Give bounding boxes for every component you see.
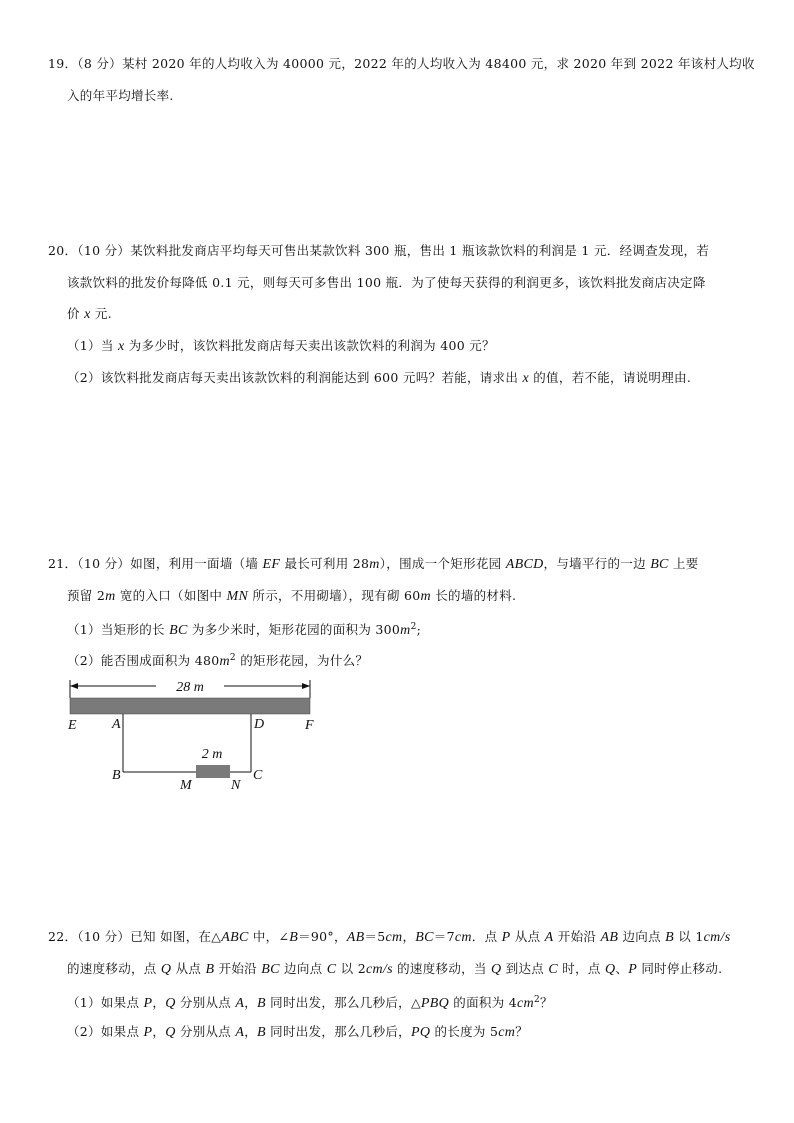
q20-line2: 该款饮料的批发价每降低 0.1 元，则每天可多售出 100 瓶．为了使每天获得的利润更多，该饮料批发商店决定降: [67, 275, 706, 290]
label-n: N: [231, 778, 241, 793]
arrow-right-icon: [302, 683, 310, 689]
label-a: A: [112, 717, 121, 732]
wall-ef: [70, 698, 310, 714]
wall-length-label: 28 m: [176, 680, 204, 695]
label-f: F: [305, 718, 314, 733]
label-b: B: [112, 768, 121, 783]
label-e: E: [68, 718, 77, 733]
label-m: M: [180, 778, 192, 793]
q21-line1: 21．（10 分）如图，利用一面墙（墙 EF 最长可利用 28m），围成一个矩形花园 ABCD，与墙平行的一边 BC 上要: [48, 556, 699, 572]
q19-line1: 19．（8 分）某村 2020 年的人均收入为 40000 元，2022 年的人均收入为 48400 元，求 2020 年到 2022 年该村人均收: [48, 56, 755, 71]
q21-sub1: （1）当矩形的长 BC 为多少米时，矩形花园的面积为 $300m^2$;: [67, 622, 422, 639]
q22-sub2: （2）如果点 P，Q 分别从点 A，B 同时出发，那么几秒后，PQ 的长度为 5cm？: [67, 1024, 528, 1040]
garden-figure: [60, 678, 330, 802]
gate-length-label: 2 m: [201, 747, 223, 762]
garden-diagram: [60, 678, 330, 798]
q22-line2: 的速度移动，点 Q 从点 B 开始沿 BC 边向点 C 以 2cm/s 的速度移动，当 Q 到达点 C 时，点 Q、P 同时停止移动.: [67, 961, 723, 977]
q20-line3: 价 x 元.: [67, 306, 112, 322]
q21-sub2: （2）能否围成面积为 $480m^2$ 的矩形花园，为什么？: [67, 653, 369, 670]
q22-sub1: （1）如果点 P，Q 分别从点 A，B 同时出发，那么几秒后，△PBQ 的面积为 $4cm^2$？: [67, 995, 553, 1012]
q20-sub2: （2）该饮料批发商店每天卖出该款饮料的利润能达到 600 元吗？若能，请求出 x 的值，若不能，请说明理由.: [67, 370, 692, 386]
label-c: C: [253, 768, 263, 783]
q20-line1: 20．（10 分）某饮料批发商店平均每天可售出某款饮料 300 瓶，售出 1 瓶该款饮料的利润是 1 元．经调查发现，若: [48, 243, 710, 258]
q22-line1: 22．（10 分）已知 如图，在△ABC 中，∠B＝90°，AB＝5cm，BC＝7cm．点 P 从点 A 开始沿 AB 边向点 B 以 1cm/s: [48, 929, 731, 945]
q20-sub1: （1）当 x 为多少时，该饮料批发商店每天卖出该款饮料的利润为 400 元？: [67, 338, 495, 354]
label-d: D: [254, 717, 265, 732]
arrow-left-icon: [70, 683, 78, 689]
q19-line2: 入的年平均增长率.: [67, 88, 174, 103]
gate-mn: [196, 765, 230, 778]
q21-line2: 预留 2m 宽的入口（如图中 MN 所示，不用砌墙），现有砌 60m 长的墙的材料.: [67, 588, 517, 604]
